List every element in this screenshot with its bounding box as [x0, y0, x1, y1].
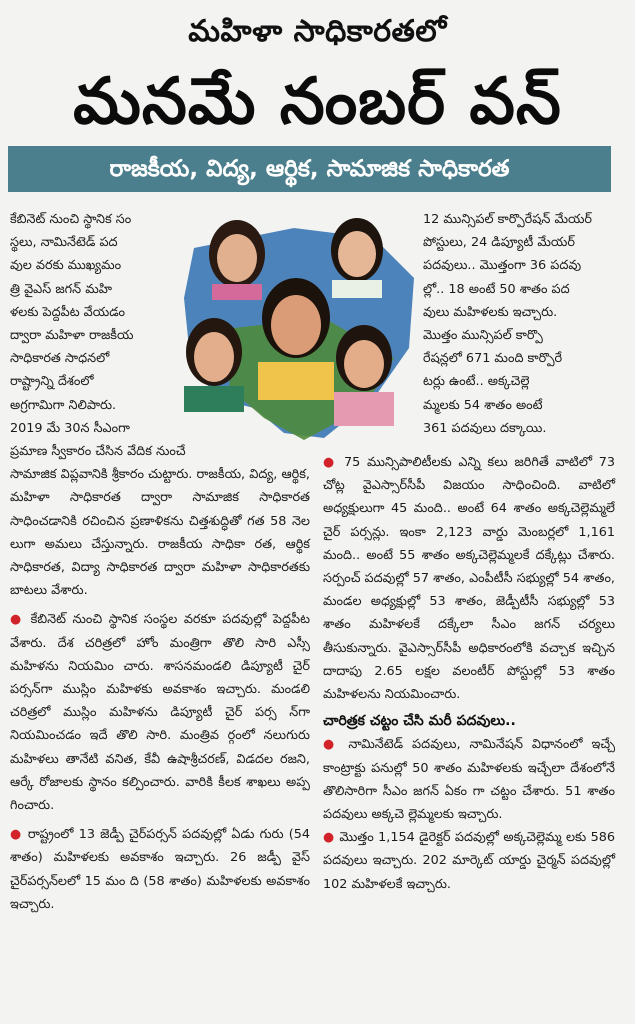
bullet-icon: ● — [10, 827, 28, 843]
right-line: పోస్టులు, 24 డిప్యూటీ మేయర్ — [423, 235, 575, 251]
paragraph: సామాజిక విప్లవానికి శ్రీకారం చుట్టారు. రాజకీయ, విద్య, ఆర్థిక, మహిళా సాధికారత ద్వారా సామాజిక సాధికారత సాధించడానికి రచించిన ప్రణాళికను చిత్తశుద్ధితో గత 58 నెల లుగా అమలు చేస్తున్నారు. రాజకీయ సాధికా రత, ఆర్థిక సాధికారత, విద్యా సాధికారత ద్వారా మహిళా సాధికారతకు బాటలు వేశారు. — [10, 467, 310, 599]
photo-collage — [174, 208, 419, 448]
section-subhead: చారిత్రక చట్టం చేసి మరీ పదవులు.. — [323, 713, 516, 730]
right-line: వులు మహిళలకు ఇచ్చారు. — [423, 304, 558, 320]
paragraph — [323, 451, 615, 706]
intro-line: 2019 మే 30న సీఎంగా — [10, 420, 130, 436]
right-line: 361 పదవులు దక్కాయి. — [423, 420, 547, 436]
portrait-bottom-right — [324, 320, 404, 426]
paragraph-text: నామినేటెడ్ పదవులు, నామినేషన్ విధానంలో ఇచ్చే కాంట్రాక్టు పనుల్లో 50 శాతం మహిళలకు ఇచ్చేలా దేశంలోనే తొలిసారిగా సీఎం జగన్ ఏకం గా చట్టం చేశారు. 51 శాతం పదవులు అక్కచె ల్లెమ్మలకు ఇచ్చారు. — [323, 737, 616, 823]
intro-line: ళలకు పెద్దపీట వేయడం — [10, 304, 126, 320]
paragraph-text: రాష్ట్రంలో 13 జెడ్పీ చైర్‌పర్సన్ పదవుల్లో ఏడు గురు (54 శాతం) మహిళలకు అవకాశం ఇచ్చారు. 26 జడ్పీ వైస్ చైర్‌పర్సన్‌లలో 15 మం ది (58 శాతం) మహిళలకు అవకాశం ఇచ్చారు. — [10, 827, 311, 912]
paragraph-text: కలు జరిగితే వాటిలో 73 చోట్ల వైఎస్సార్‌సీపీ విజయం సాధించింది. వాటిలో అధ్యక్షులుగా 45 మంది.. అంటే 64 శాతం అక్కచెల్లెమ్మలే చైర్ పర్సన్లు. ఇంకా 2,123 వార్డు మెంబర్లలో 1,161 మంది.. అంటే 55 శాతం అక్కచెల్లెమ్మలకే దక్కేట్లు చేశారు. సర్పంచ్ పదవుల్లో 57 శాతం, ఎంపీటీసీ సభ్యుల్లో 54 శాతం, మండల అధ్యక్షుల్లో 53 శాతం, జెడ్పీటీసీ సభ్యుల్లో 53 శాతం మహిళలకే దక్కేలా సీఎం జగన్ చర్యలు తీసుకున్నారు. వైఎస్సార్‌సీపీ అధికారంలోకి వచ్చాక ఇచ్చిన దాదాపు 2.65 లక్షల వలంటీర్ పోస్టుల్లో 53 శాతం మహిళలను నియమించారు. — [323, 455, 615, 703]
intro-line: కేబినెట్ నుంచి స్థానిక సం — [10, 212, 132, 227]
paragraph-text: కేబినెట్ నుంచి స్థానిక సంస్థల వరకూ పదవుల్లో పెద్దపీట వేశారు. దేశ చరిత్రలో హోం మంత్రిగా తొలి సారి ఎస్సీ మహిళను నియమిం చారు. శాసనమండలి డిప్యూటీ చైర్ పర్సన్‌గా ముస్లిం మహిళకు అవకాశం ఇచ్చారు. మండలి చరిత్రలో ముస్లిం మహిళను డిప్యూటీ చైర్ పర్స న్‌గా నియమించడం ఇదే తొలి సారి. మంత్రివ ర్గంలో నలుగురు మహిళలు తానేటి వనిత, కేవీ ఉషాశ్రీచరణ్, విడదల రజని, ఆర్కే రోజాలకు స్థానం కల్పించారు. వారికి కీలక శాఖలు అప్ప గించారు. — [10, 612, 311, 814]
right-line: మొత్తం మున్సిపల్ కార్పొ — [423, 328, 543, 344]
right-column-main — [323, 451, 615, 896]
right-line: మ్మలకు 54 శాతం అంటే — [423, 397, 543, 413]
right-line: 12 మున్సిపల్ కార్పొరేషన్ మేయర్ — [423, 212, 593, 227]
intro-line: స్థలు, నామినేటెడ్ పద — [10, 235, 118, 251]
right-line: పదవులు.. మొత్తంగా 36 పదవు — [423, 258, 582, 274]
paragraph — [10, 608, 310, 817]
subtitle-banner: రాజకీయ, విద్య, ఆర్థిక, సామాజిక సాధికారత — [8, 146, 611, 192]
paragraph — [323, 826, 615, 896]
bullet-icon: ● — [323, 455, 344, 470]
bullet-icon: ● — [323, 737, 349, 753]
intro-narrow-block — [10, 208, 172, 440]
paragraph — [323, 733, 615, 826]
intro-line: ద్వారా మహిళా రాజకీయ — [10, 328, 134, 344]
bullet-icon: ● — [10, 612, 31, 628]
intro-line: అగ్రగామిగా నిలిపారు. — [10, 397, 117, 413]
paragraph-text: మొత్తం 1,154 డైరెక్టర్ పదవుల్లో అక్కచెల్లెమ్మ లకు 586 పదవులు ఇచ్చారు. 202 మార్కెట్ యార్డు చైర్మన్ పదవుల్లో 102 మహిళలకే ఇచ్చారు. — [323, 830, 615, 892]
intro-line: రాష్ట్రాన్ని దేశంలో — [10, 374, 94, 390]
kicker-title: మహిళా సాధికారతలో — [188, 14, 447, 49]
intro-line: ప్రమాణ స్వీకారం చేసిన వేదిక నుంచే — [10, 444, 186, 460]
paragraph — [10, 823, 310, 916]
intro-line: త్రి వైఎస్ జగన్ మహి — [10, 281, 112, 297]
headline: మనమే నంబర్ వన్ — [73, 65, 562, 139]
right-column-top — [423, 208, 613, 440]
right-line: రేషన్లలో 671 మంది కార్పొరే — [423, 351, 563, 367]
paragraph-lead: 75 మున్సిపాలిటీలకు ఎన్ని — [343, 455, 481, 470]
right-line: ల్లో.. 18 అంటే 50 శాతం పద — [423, 281, 570, 297]
portrait-middle-left — [178, 312, 250, 412]
intro-line: సాధికారత సాధనలో — [10, 351, 110, 367]
intro-line: వుల వరకు ముఖ్యమం — [10, 258, 122, 274]
bullet-icon: ● — [323, 830, 340, 846]
right-line: టర్లు ఉంటే.. అక్కచెల్లె — [423, 374, 530, 390]
